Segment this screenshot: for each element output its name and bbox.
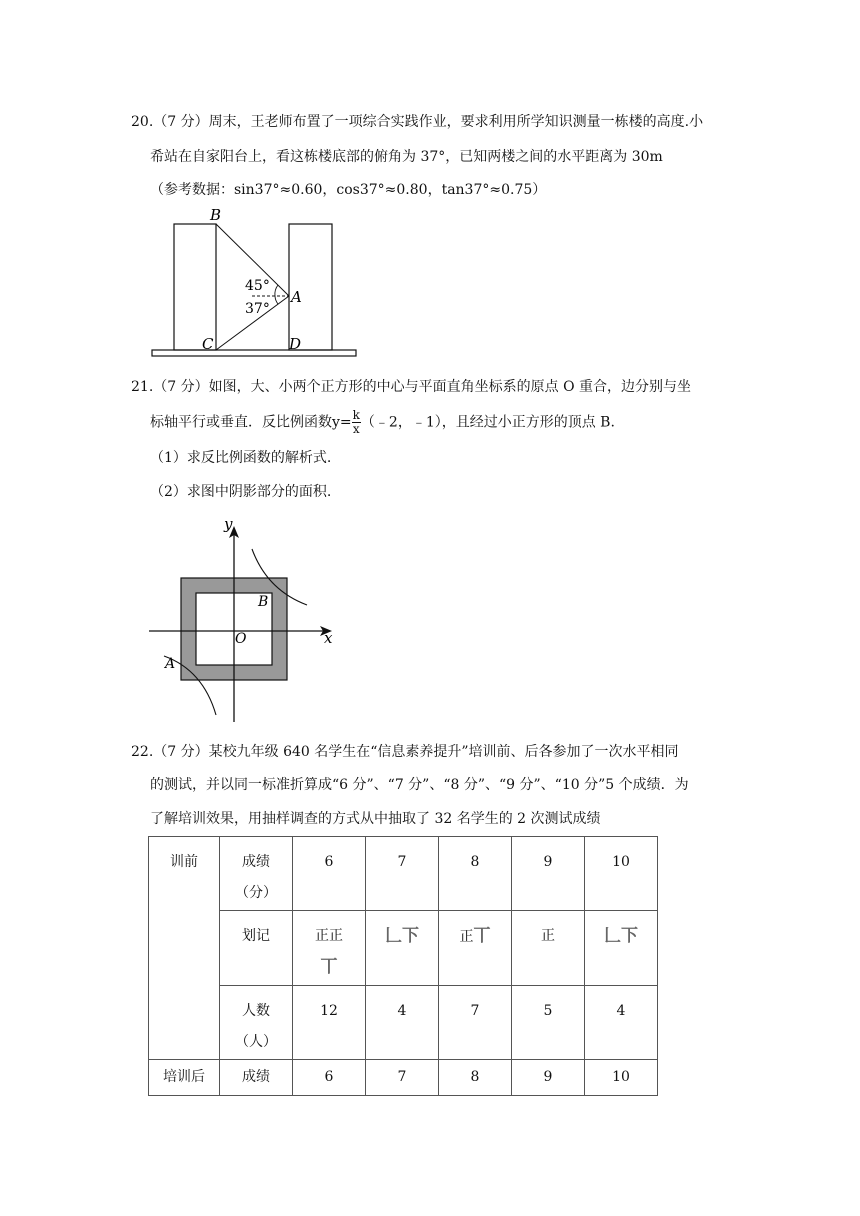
label-a: A — [165, 656, 176, 672]
label-d: D — [289, 335, 302, 353]
after-score-cell: 8 — [439, 1060, 512, 1096]
count-cell: 5 — [512, 986, 585, 1060]
after-score-cell: 10 — [585, 1060, 658, 1096]
label-y: y — [224, 515, 233, 533]
q21-line-2 — [150, 409, 615, 436]
q21-figure — [146, 512, 346, 728]
tally-label-cell: 划记 — [220, 911, 293, 986]
after-label-cell: 培训后 — [149, 1060, 220, 1096]
q20-line-2: 希站在自家阳台上，看这栋楼底部的俯角为 37°，已知两楼之间的水平距离为 30m — [150, 149, 663, 165]
tally-mark-four: 𠃊下 — [385, 926, 419, 946]
score-cell: 10 — [585, 837, 658, 911]
tally-cell: 正 — [512, 911, 585, 986]
q21-part-2: （2）求图中阴影部分的面积. — [150, 484, 332, 500]
q21-part-1: （1）求反比例函数的解析式. — [150, 450, 332, 466]
table-row — [149, 837, 658, 911]
label-a: A — [291, 288, 302, 306]
tally-cell — [585, 911, 658, 986]
q20-line-1: 20.（7 分）周末，王老师布置了一项综合实践作业，要求利用所学知识测量一栋楼的高度.小 — [131, 114, 704, 130]
q21-line-1: 21.（7 分）如图，大、小两个正方形的中心与平面直角坐标系的原点 O 重合，边分别与坐 — [131, 379, 691, 395]
tally-cell — [366, 911, 439, 986]
tally-cell: 正正 丅 — [293, 911, 366, 986]
score-cell: 9 — [512, 837, 585, 911]
q22-line-2: 的测试，并以同一标准折算成“6 分”、“7 分”、“8 分”、“9 分”、“10 分”5 个成绩．为 — [150, 777, 689, 793]
angle-arc-top — [275, 285, 278, 296]
func-denominator: x — [352, 422, 360, 436]
q22-line-1: 22.（7 分）某校九年级 640 名学生在“信息素养提升”培训前、后各参加了一次水平相同 — [131, 744, 679, 760]
after-score-cell: 7 — [366, 1060, 439, 1096]
label-b: B — [210, 206, 222, 224]
score-table — [148, 836, 658, 1096]
before-label: 训前 — [170, 854, 198, 870]
tally-cell: 正丅 — [439, 911, 512, 986]
label-o: O — [235, 631, 247, 647]
score-cell: 6 — [293, 837, 366, 911]
tally-mark-t: 丅 — [320, 957, 338, 977]
ground-base — [152, 350, 356, 356]
q22-line-3: 了解培训效果，用抽样调查的方式从中抽取了 32 名学生的 2 次测试成绩 — [150, 811, 601, 827]
score-cell: 8 — [439, 837, 512, 911]
after-score-label-cell: 成绩 — [220, 1060, 293, 1096]
q21-line-2-prefix: 标轴平行或垂直．反比例函数 — [150, 414, 332, 431]
table-row — [149, 986, 658, 1060]
after-score-cell: 6 — [293, 1060, 366, 1096]
tally-mark-t: 丅 — [473, 926, 491, 946]
q21-line-2-suffix: （﹣2，﹣1），且经过小正方形的顶点 B. — [360, 414, 615, 431]
after-score-cell: 9 — [512, 1060, 585, 1096]
q20-figure — [148, 204, 364, 362]
angle-label-45: 45° — [245, 278, 270, 294]
score-label-cell: 成绩 （分） — [220, 837, 293, 911]
tally-mark-four: 𠃊下 — [604, 926, 638, 946]
table-row — [149, 1060, 658, 1096]
func-y: y= — [332, 414, 352, 431]
before-label-cell — [149, 837, 220, 1060]
count-cell: 4 — [366, 986, 439, 1060]
count-cell: 12 — [293, 986, 366, 1060]
building-left — [174, 224, 216, 350]
building-right — [289, 224, 332, 350]
q20-line-3: （参考数据：sin37°≈0.60，cos37°≈0.80，tan37°≈0.75） — [150, 182, 547, 198]
count-label-cell: 人数 （人） — [220, 986, 293, 1060]
angle-arc-bottom — [275, 296, 278, 304]
score-cell: 7 — [366, 837, 439, 911]
func-fraction — [352, 409, 361, 436]
angle-label-37: 37° — [245, 301, 270, 317]
label-x: x — [324, 629, 333, 647]
label-c: C — [202, 335, 214, 353]
count-cell: 7 — [439, 986, 512, 1060]
count-cell: 4 — [585, 986, 658, 1060]
func-numerator: k — [352, 408, 360, 422]
label-b: B — [258, 594, 269, 610]
table-row — [149, 911, 658, 986]
